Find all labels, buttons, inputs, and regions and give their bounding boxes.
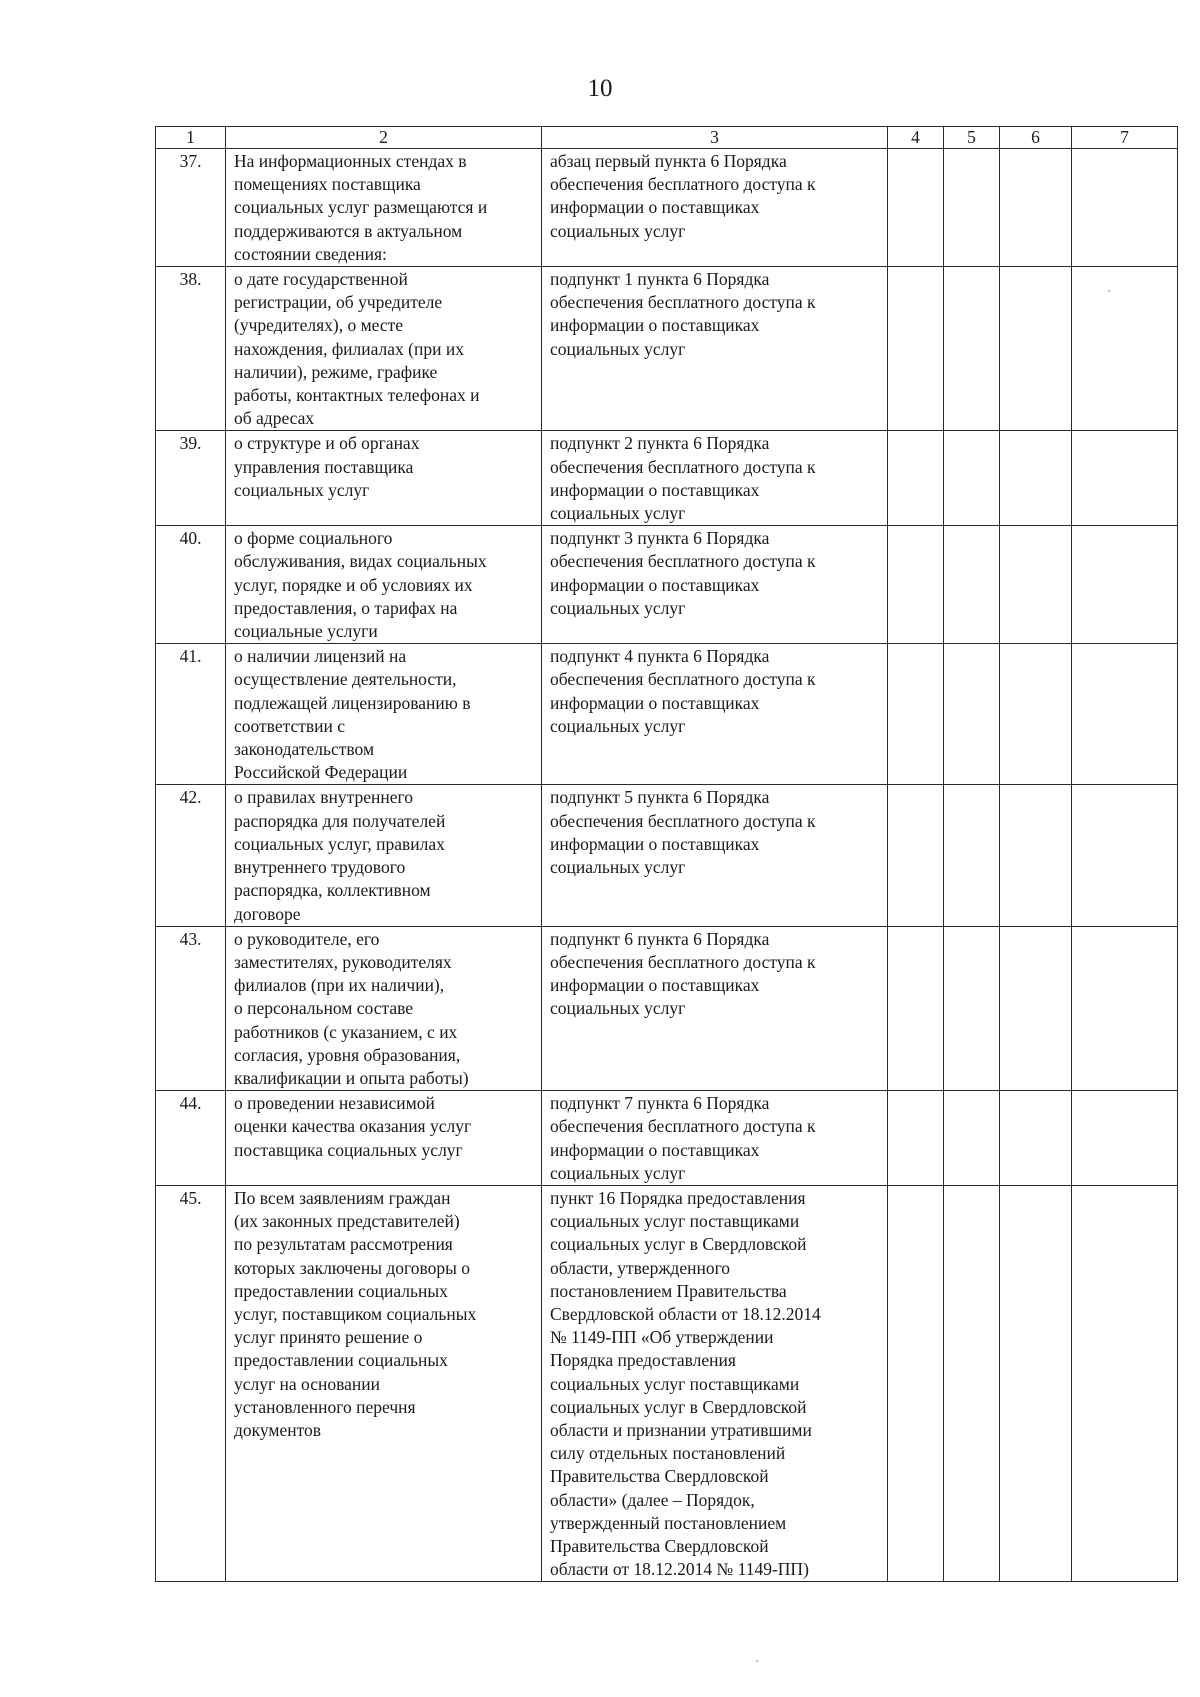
row-col-4 (888, 431, 944, 526)
document-table (155, 126, 1178, 1582)
row-col-4 (888, 149, 944, 267)
header-col-3: 3 (542, 127, 888, 149)
row-col-7 (1072, 149, 1178, 267)
header-row (156, 127, 1178, 149)
table-row (156, 785, 1178, 926)
row-reference: подпункт 1 пункта 6 Порядка обеспечения бесплатного доступа к информации о поставщиках социальных услуг (542, 267, 888, 431)
row-col-5 (944, 431, 1000, 526)
header-col-4: 4 (888, 127, 944, 149)
header-col-2: 2 (226, 127, 542, 149)
row-col-7 (1072, 267, 1178, 431)
row-number: 44. (156, 1091, 226, 1186)
header-col-5: 5 (944, 127, 1000, 149)
page-number: 10 (587, 75, 613, 102)
row-number: 39. (156, 431, 226, 526)
header-col-6: 6 (1000, 127, 1072, 149)
row-number: 45. (156, 1185, 226, 1581)
row-col-4 (888, 926, 944, 1090)
row-col-7 (1072, 1091, 1178, 1186)
row-col-5 (944, 785, 1000, 926)
table-row (156, 267, 1178, 431)
row-reference: подпункт 6 пункта 6 Порядка обеспечения бесплатного доступа к информации о поставщиках социальных услуг (542, 926, 888, 1090)
table-row (156, 431, 1178, 526)
row-reference: абзац первый пункта 6 Порядка обеспечения бесплатного доступа к информации о поставщиках социальных услуг (542, 149, 888, 267)
row-col-6 (1000, 267, 1072, 431)
row-description: о правилах внутреннего распорядка для получателей социальных услуг, правилах внутреннего трудового распорядка, коллективном договоре (226, 785, 542, 926)
table-row (156, 1091, 1178, 1186)
scan-speck (1108, 290, 1110, 292)
table-row (156, 926, 1178, 1090)
row-reference: подпункт 5 пункта 6 Порядка обеспечения бесплатного доступа к информации о поставщиках социальных услуг (542, 785, 888, 926)
row-reference: подпункт 4 пункта 6 Порядка обеспечения бесплатного доступа к информации о поставщиках социальных услуг (542, 644, 888, 785)
row-col-5 (944, 149, 1000, 267)
row-reference: подпункт 7 пункта 6 Порядка обеспечения бесплатного доступа к информации о поставщиках социальных услуг (542, 1091, 888, 1186)
row-number: 38. (156, 267, 226, 431)
scan-speck (756, 1660, 758, 1662)
row-col-7 (1072, 526, 1178, 644)
row-col-6 (1000, 644, 1072, 785)
row-description: о руководителе, его заместителях, руководителях филиалов (при их наличии), о персональном составе работников (с указанием, с их согласия, уровня образования, квалификации и опыта работы) (226, 926, 542, 1090)
table-row (156, 1185, 1178, 1581)
row-description: о структуре и об органах управления поставщика социальных услуг (226, 431, 542, 526)
row-col-5 (944, 526, 1000, 644)
row-col-6 (1000, 149, 1072, 267)
row-col-4 (888, 644, 944, 785)
row-number: 37. (156, 149, 226, 267)
header-col-1: 1 (156, 127, 226, 149)
row-col-4 (888, 1091, 944, 1186)
row-number: 40. (156, 526, 226, 644)
row-description: По всем заявлениям граждан (их законных представителей) по результатам рассмотрения которых заключены договоры о предоставлении социальных услуг, поставщиком социальных услуг принято решение о предоставлении социальных услуг на основании установленного перечня документов (226, 1185, 542, 1581)
row-col-7 (1072, 785, 1178, 926)
row-description: о дате государственной регистрации, об учредителе (учредителях), о месте нахождения, филиалах (при их наличии), режиме, графике работы, контактных телефонах и об адресах (226, 267, 542, 431)
row-description: о наличии лицензий на осуществление деятельности, подлежащей лицензированию в соответствии с законодательством Российской Федерации (226, 644, 542, 785)
row-col-7 (1072, 926, 1178, 1090)
table-row (156, 149, 1178, 267)
row-col-4 (888, 785, 944, 926)
row-col-4 (888, 1185, 944, 1581)
row-col-4 (888, 267, 944, 431)
row-col-6 (1000, 926, 1072, 1090)
table-header (156, 127, 1178, 149)
row-col-6 (1000, 1185, 1072, 1581)
row-col-6 (1000, 1091, 1072, 1186)
row-description: о форме социального обслуживания, видах социальных услуг, порядке и об условиях их предоставления, о тарифах на социальные услуги (226, 526, 542, 644)
row-col-5 (944, 644, 1000, 785)
row-col-7 (1072, 644, 1178, 785)
row-description: о проведении независимой оценки качества оказания услуг поставщика социальных услуг (226, 1091, 542, 1186)
row-col-7 (1072, 431, 1178, 526)
row-description: На информационных стендах в помещениях поставщика социальных услуг размещаются и поддерживаются в актуальном состоянии сведения: (226, 149, 542, 267)
row-reference: подпункт 2 пункта 6 Порядка обеспечения бесплатного доступа к информации о поставщиках социальных услуг (542, 431, 888, 526)
row-col-5 (944, 926, 1000, 1090)
row-col-4 (888, 526, 944, 644)
row-reference: подпункт 3 пункта 6 Порядка обеспечения бесплатного доступа к информации о поставщиках социальных услуг (542, 526, 888, 644)
row-col-5 (944, 1185, 1000, 1581)
row-number: 43. (156, 926, 226, 1090)
row-col-6 (1000, 431, 1072, 526)
table-body (156, 149, 1178, 1582)
row-col-5 (944, 267, 1000, 431)
row-number: 41. (156, 644, 226, 785)
row-col-7 (1072, 1185, 1178, 1581)
table-row (156, 644, 1178, 785)
row-number: 42. (156, 785, 226, 926)
row-col-6 (1000, 785, 1072, 926)
table-row (156, 526, 1178, 644)
header-col-7: 7 (1072, 127, 1178, 149)
row-col-5 (944, 1091, 1000, 1186)
row-reference: пункт 16 Порядка предоставления социальных услуг поставщиками социальных услуг в Свердловской области, утвержденного постановлением Правительства Свердловской области от 18.12.2014 № 1149-ПП «Об утверждении Порядка предоставления социальных услуг поставщиками социальных услуг в Свердловской области и признании утратившими силу отдельных постановлений Правительства Свердловской области» (далее – Порядок, утвержденный постановлением Правительства Свердловской области от 18.12.2014 № 1149-ПП) (542, 1185, 888, 1581)
row-col-6 (1000, 526, 1072, 644)
